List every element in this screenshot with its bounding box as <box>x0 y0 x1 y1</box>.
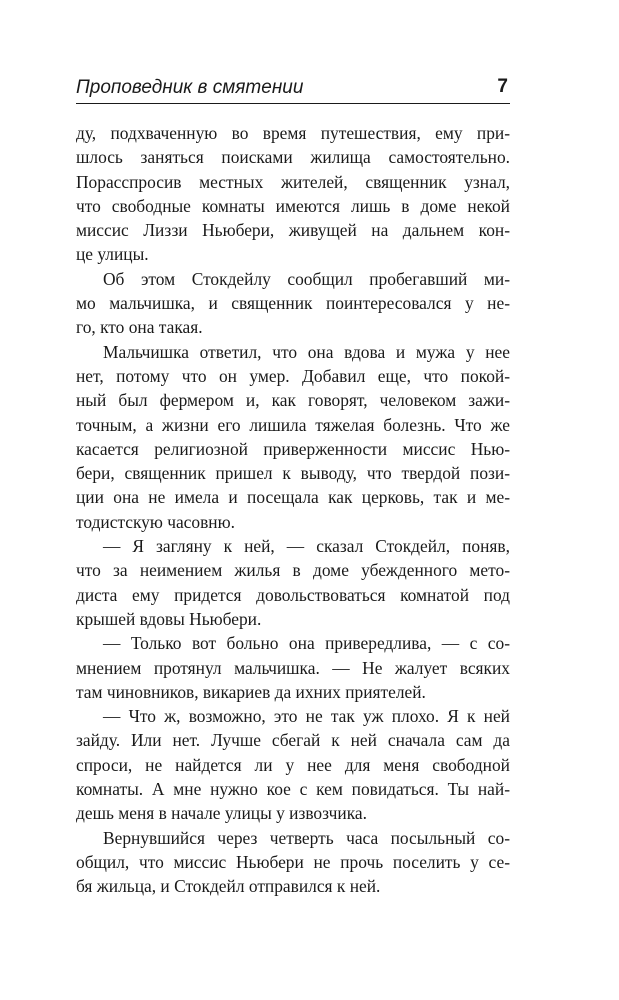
text-line: что свободные комнаты имеются лишь в доме некой <box>76 195 510 216</box>
text-line: общил, что миссис Ньюбери не прочь поселить у се- <box>76 851 510 872</box>
text-line: бери, священник пришел к выводу, что твердой пози- <box>76 463 510 484</box>
text-line: ный был фермером и, как говорят, человеком зажи- <box>76 390 510 411</box>
text-line: го, кто она такая. <box>76 317 203 338</box>
text-line: мнением протянул мальчишка. — Не жалует всяких <box>76 657 510 678</box>
text-line: комнаты. А мне нужно кое с кем повидаться. Ты най- <box>76 779 510 800</box>
text-line: спроси, не найдется ли у нее для меня свободной <box>76 754 510 775</box>
text-line: касается религиозной приверженности миссис Нью- <box>76 438 510 459</box>
text-line: ду, подхваченную во время путешествия, ему при- <box>76 123 510 143</box>
text-line: миссис Лиззи Ньюбери, живущей на дальнем кон- <box>76 220 510 241</box>
text-line: це улицы. <box>76 244 149 265</box>
text-line: Порасспросив местных жителей, священник узнал, <box>76 171 510 192</box>
paragraph-first-line: — Что ж, возможно, это не так уж плохо. Я к ней <box>103 706 510 727</box>
text-line: дешь меня в начале улицы у извозчика. <box>76 803 367 824</box>
text-line: там чиновников, викариев да ихних приятелей. <box>76 681 426 702</box>
paragraph-first-line: Вернувшийся через четверть часа посыльный со- <box>103 827 510 848</box>
text-line: зайду. Или нет. Лучше сбегай к ней сначала сам да <box>76 730 510 751</box>
running-header <box>76 75 510 104</box>
running-title: Проповедник в смятении <box>76 77 304 98</box>
paragraph-first-line: Об этом Стокдейлу сообщил пробегавший ми- <box>103 268 510 289</box>
paragraph-first-line: — Я загляну к ней, — сказал Стокдейл, поняв, <box>103 536 510 557</box>
body-text <box>76 121 510 899</box>
text-line: шлось заняться поисками жилища самостоятельно. <box>76 147 510 168</box>
paragraph-first-line: Мальчишка ответил, что она вдова и мужа у нее <box>103 341 510 362</box>
text-line: точным, а жизни его лишила тяжелая болезнь. Что же <box>76 414 510 435</box>
text-line: мо мальчишка, и священник поинтересовался у не- <box>76 293 510 314</box>
text-line: что за неимением жилья в доме убежденного мето- <box>76 560 510 581</box>
text-line: тодистскую часовню. <box>76 511 235 532</box>
text-line: диста ему придется довольствоваться комнатой под <box>76 584 510 605</box>
paragraph-first-line: — Только вот больно она привередлива, — с со- <box>103 633 510 654</box>
text-line: ции она не имела и посещала как церковь, так и ме- <box>76 487 510 508</box>
text-line: крышей вдовы Ньюбери. <box>76 608 262 629</box>
text-line: нет, потому что он умер. Добавил еще, что покой- <box>76 365 510 386</box>
page-number: 7 <box>497 76 508 97</box>
text-line: бя жильца, и Стокдейл отправился к ней. <box>76 876 381 897</box>
